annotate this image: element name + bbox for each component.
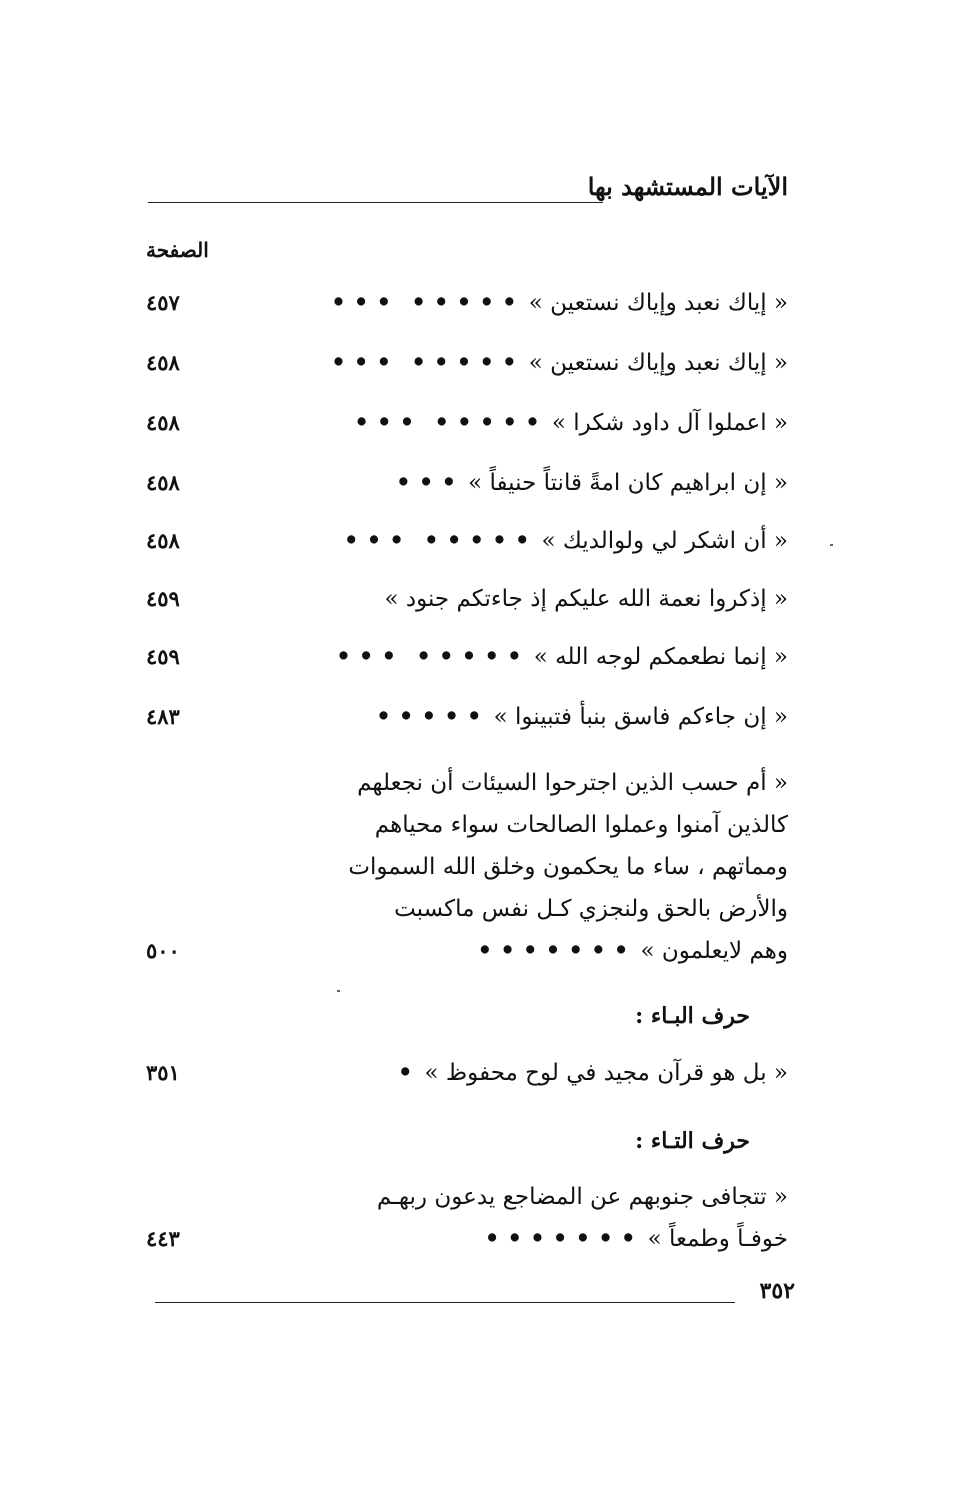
leader-dots: • • • • • [423,527,530,554]
scan-speck [830,544,833,546]
header-rule [148,202,603,203]
leader-dots: • [397,1059,413,1086]
footer-page-number: ٣٥٢ [759,1278,795,1304]
page-number: ٤٥٧ [146,290,180,315]
leader-dots: • • • [331,349,392,376]
page-number: ٥٠٠ [146,938,180,963]
leader-dots: • • • • • • • [484,1225,636,1252]
leader-dots: • • • • • [416,643,522,670]
page-number: ٤٥٨ [146,350,180,375]
page-number: ٤٨٣ [146,704,180,729]
verse-line: « تتجافى جنوبهم عن المضاجع يدعون ربهـم [376,1184,788,1210]
leader-dots: • • • • • • • [477,937,629,964]
verse-line: كالذين آمنوا وعملوا الصالحات سواء محياهم [374,812,788,838]
header-title: الآيات المستشهد بها [587,172,788,201]
verse-line: وهم لايعلمون » [640,938,788,964]
page-column-label: الصفحة [146,238,209,262]
section-heading-ta: حرف التـاء : [635,1128,750,1154]
verse-line: « أم حسب الذين اجترحوا السيئات أن نجعلهم [357,770,788,796]
leader-dots: • • • [336,643,397,670]
verse-text: « إنما نطعمكم لوجه الله » [533,644,788,670]
page-footer [155,1278,795,1318]
scan-speck [337,990,340,992]
leader-dots: • • • • • [434,409,540,436]
verse-line: والأرض بالحق ولنجزي كـل نفس ماكسبت [394,896,788,922]
page-number: ٤٥٩ [146,586,180,611]
leader-dots: • • • • • [411,349,517,376]
verse-text: « إن ابراهيم كان امةً قانتاً حنيفاً » [468,470,788,496]
verse-entry-long [146,762,788,982]
verse-line: خوفـاً وطمعاً » [647,1226,788,1252]
page-number: ٤٥٩ [146,644,180,669]
footer-rule [155,1302,735,1303]
leader-dots: • • • • • [411,289,517,316]
leader-dots: • • • [354,409,415,436]
page-number: ٤٥٨ [146,410,180,435]
verse-text: « إياك نعبد وإياك نستعين » [528,350,788,376]
section-heading-ba: حرف البـاء : [635,1003,750,1029]
leader-dots: • • • [331,289,392,316]
verse-text: « إياك نعبد وإياك نستعين » [528,290,788,316]
verse-line: ومماتهم ، ساء ما يحكمون وخلق الله السموات [348,854,788,880]
leader-dots: • • • • • [376,703,482,730]
page-number: ٤٥٨ [146,528,180,553]
verse-text: « بل هو قرآن مجيد في لوح محفوظ » [424,1060,788,1086]
leader-dots: • • • [343,527,404,554]
leader-dots: • • • [396,469,457,496]
verse-entry [146,1176,788,1266]
verse-text: « إن جاءكم فاسق بنبأ فتبينوا » [493,704,788,730]
verse-text: « إذكروا نعمة الله عليكم إذ جاءتكم جنود » [384,586,788,612]
running-header [148,172,788,212]
page-number: ٣٥١ [146,1060,180,1085]
verse-text: « أن اشكر لي ولوالديك » [541,528,788,554]
page-number: ٤٤٣ [146,1226,180,1251]
verse-text: « اعملوا آل داود شكرا » [551,410,788,436]
page-number: ٤٥٨ [146,470,180,495]
